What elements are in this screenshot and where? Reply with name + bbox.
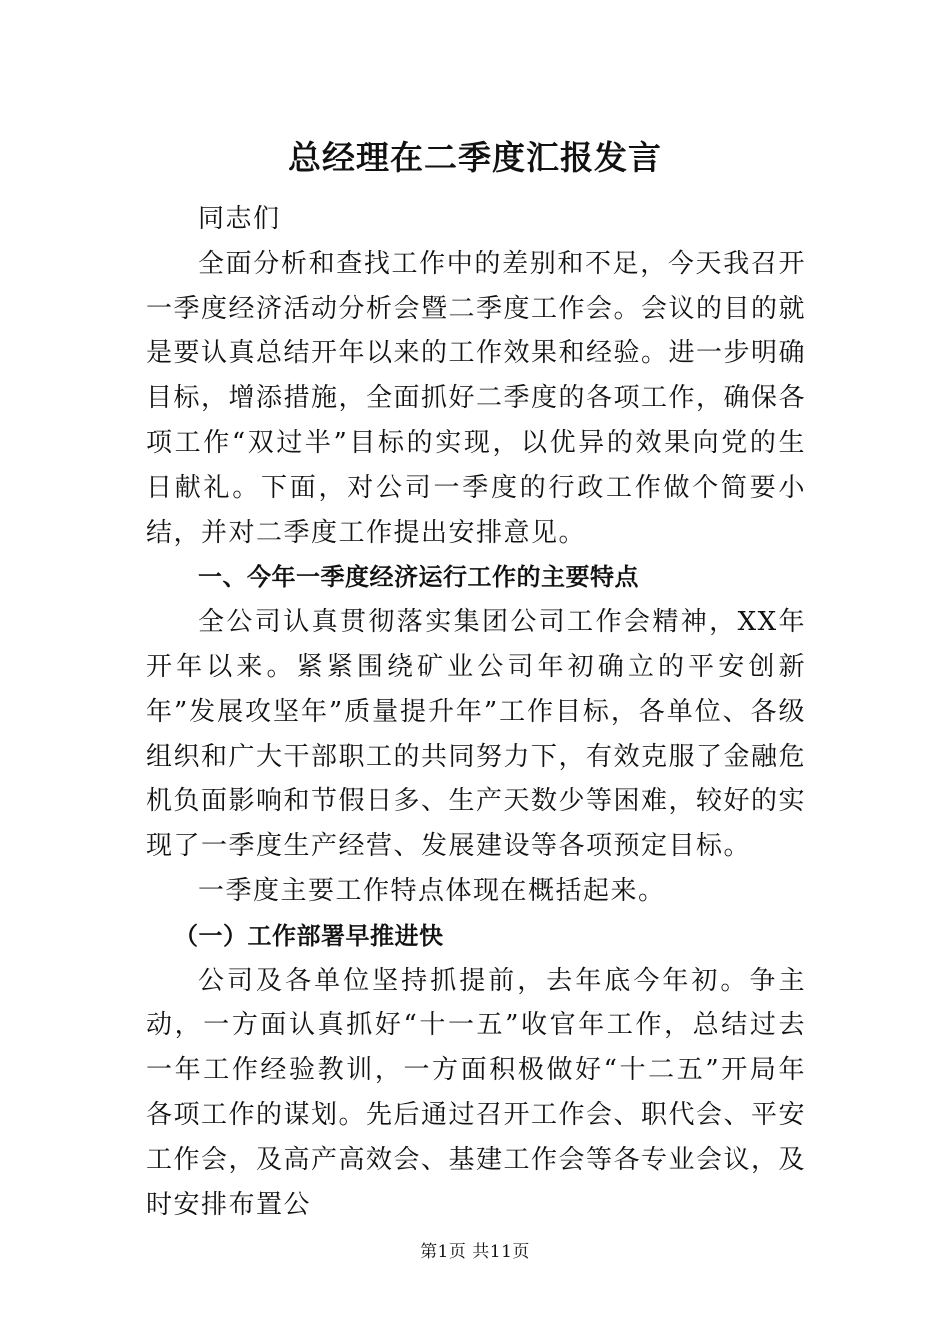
section-paragraph: 一季度主要工作特点体现在概括起来。: [198, 875, 666, 906]
document-body: [146, 197, 806, 1227]
section-heading: 一、今年一季度经济运行工作的主要特点: [198, 563, 639, 592]
intro-paragraph: 全面分析和查找工作中的差别和不足，今天我召开一季度经济活动分析会暨二季度工作会。会议的目的就是要认真总结开年以来的工作效果和经验。进一步明确目标，增添措施，全面抓好二季度的各项工作，确保各项工作“双过半”目标的实现，以优异的效果向党的生日献礼。下面，对公司一季度的行政工作做个简要小结，并对二季度工作提出安排意见。: [146, 248, 807, 548]
subsection-paragraph: 公司及各单位坚持抓提前，去年底今年初。争主动，一方面认真抓好“十一五”收官年工作，总结过去一年工作经验教训，一方面积极做好“十二五”开局年各项工作的谋划。先后通过召开工作会、职代会、平安工作会，及高产高效会、基建工作会等各专业会议，及时安排布置公: [146, 965, 807, 1220]
salutation: 同志们: [198, 204, 281, 234]
section-paragraph: 全公司认真贯彻落实集团公司工作会精神，XX年开年以来。紧紧围绕矿业公司年初确立的平安创新年”发展攻坚年”质量提升年”工作目标，各单位、各级组织和广大干部职工的共同努力下，有效克服了金融危机负面影响和节假日多、生产天数少等困难，较好的实现了一季度生产经营、发展建设等各项预定目标。: [146, 607, 807, 862]
subsection-heading: （一）工作部署早推进快: [174, 921, 444, 950]
page-title: 总经理在二季度汇报发言: [288, 138, 662, 177]
page-footer: 第1页 共11页: [420, 1242, 530, 1262]
